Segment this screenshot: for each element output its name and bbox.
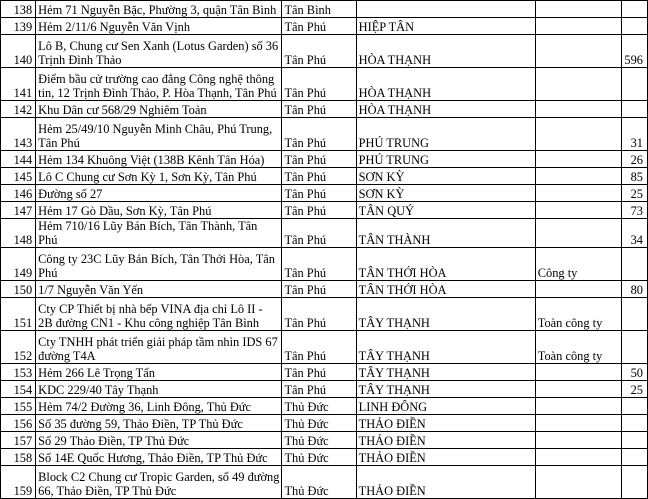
table-row — [1, 68, 648, 101]
table-row — [1, 449, 648, 466]
address-cell: Hẻm 25/49/10 Nguyễn Minh Châu, Phú Trung, Tân Phú — [36, 118, 282, 151]
table-row — [1, 398, 648, 415]
row-number-cell: 157 — [1, 432, 36, 449]
row-number-cell: 144 — [1, 151, 36, 168]
table-row — [1, 185, 648, 202]
table-row — [1, 248, 648, 281]
quantity-cell: 50 — [622, 364, 648, 381]
district-cell: Tân Phú — [282, 331, 356, 364]
ward-cell: TÂN THỚI HÒA — [356, 248, 535, 281]
note-cell: Toàn công ty — [535, 298, 622, 331]
quantity-cell: 34 — [622, 219, 648, 248]
row-number-cell: 152 — [1, 331, 36, 364]
quantity-cell — [622, 101, 648, 118]
quantity-cell: 596 — [622, 35, 648, 68]
row-number-cell: 154 — [1, 381, 36, 398]
table-row — [1, 101, 648, 118]
row-number-cell: 158 — [1, 449, 36, 466]
note-cell — [535, 202, 622, 219]
row-number-cell: 151 — [1, 298, 36, 331]
address-cell: Block C2 Chung cư Tropic Garden, số 49 đường 66, Thảo Điền, TP Thủ Đức — [36, 466, 282, 499]
table-row — [1, 298, 648, 331]
note-cell — [535, 101, 622, 118]
row-number-cell: 153 — [1, 364, 36, 381]
ward-cell: TÂY THẠNH — [356, 381, 535, 398]
district-cell: Tân Phú — [282, 281, 356, 298]
address-cell: Khu Dân cư 568/29 Nghiêm Toản — [36, 101, 282, 118]
district-cell: Tân Phú — [282, 364, 356, 381]
ward-cell: PHÚ TRUNG — [356, 151, 535, 168]
ward-cell: HÒA THẠNH — [356, 68, 535, 101]
district-cell: Tân Phú — [282, 219, 356, 248]
ward-cell: TÂY THẠNH — [356, 298, 535, 331]
district-cell: Thủ Đức — [282, 432, 356, 449]
row-number-cell: 156 — [1, 415, 36, 432]
district-cell: Thủ Đức — [282, 415, 356, 432]
address-cell: Số 35 đường 59, Thảo Điền, TP Thủ Đức — [36, 415, 282, 432]
ward-cell: SƠN KỲ — [356, 168, 535, 185]
address-cell: Hẻm 17 Gò Dầu, Sơn Kỳ, Tân Phú — [36, 202, 282, 219]
ward-cell: TÂN THỚI HÒA — [356, 281, 535, 298]
ward-cell: LINH ĐÔNG — [356, 398, 535, 415]
table-body — [1, 1, 648, 499]
row-number-cell: 155 — [1, 398, 36, 415]
quantity-cell — [622, 18, 648, 35]
address-cell: Số 14E Quốc Hương, Thảo Điền, TP Thủ Đức — [36, 449, 282, 466]
ward-cell: TÂY THẠNH — [356, 331, 535, 364]
note-cell — [535, 1, 622, 18]
note-cell — [535, 281, 622, 298]
note-cell — [535, 415, 622, 432]
quantity-cell: 25 — [622, 185, 648, 202]
address-cell: Cty TNHH phát triển giải pháp tầm nhìn IDS 67 đường T4A — [36, 331, 282, 364]
quantity-cell — [622, 248, 648, 281]
note-cell — [535, 151, 622, 168]
address-cell: Lô B, Chung cư Sen Xanh (Lotus Garden) số 36 Trịnh Đình Thảo — [36, 35, 282, 68]
row-number-cell: 148 — [1, 219, 36, 248]
note-cell — [535, 449, 622, 466]
quantity-cell: 73 — [622, 202, 648, 219]
ward-cell: HÒA THẠNH — [356, 101, 535, 118]
row-number-cell: 147 — [1, 202, 36, 219]
row-number-cell: 143 — [1, 118, 36, 151]
table-row — [1, 364, 648, 381]
table-row — [1, 1, 648, 18]
district-cell: Tân Phú — [282, 381, 356, 398]
table-row — [1, 151, 648, 168]
address-cell: Hẻm 134 Khuông Việt (138B Kênh Tân Hóa) — [36, 151, 282, 168]
table-row — [1, 35, 648, 68]
note-cell — [535, 364, 622, 381]
table-row — [1, 466, 648, 499]
ward-cell: THẢO ĐIỀN — [356, 415, 535, 432]
address-cell: Hẻm 71 Nguyễn Bặc, Phường 3, quận Tân Bình — [36, 1, 282, 18]
note-cell — [535, 219, 622, 248]
district-cell: Tân Phú — [282, 298, 356, 331]
quantity-cell — [622, 466, 648, 499]
district-cell: Thủ Đức — [282, 398, 356, 415]
quantity-cell — [622, 68, 648, 101]
address-cell: KDC 229/40 Tây Thạnh — [36, 381, 282, 398]
table-row — [1, 202, 648, 219]
ward-cell: THẢO ĐIỀN — [356, 432, 535, 449]
district-cell: Tân Phú — [282, 151, 356, 168]
ward-cell: TÂY THẠNH — [356, 364, 535, 381]
table-row — [1, 381, 648, 398]
address-cell: Đường số 27 — [36, 185, 282, 202]
row-number-cell: 142 — [1, 101, 36, 118]
district-cell: Tân Phú — [282, 35, 356, 68]
address-cell: Hẻm 74/2 Đường 36, Linh Đông, Thủ Đức — [36, 398, 282, 415]
address-cell: Hẻm 2/11/6 Nguyễn Văn Vịnh — [36, 18, 282, 35]
ward-cell: THẢO ĐIỀN — [356, 449, 535, 466]
quantity-cell — [622, 415, 648, 432]
ward-cell: SƠN KỲ — [356, 185, 535, 202]
table-row — [1, 219, 648, 248]
table-row — [1, 118, 648, 151]
district-cell: Tân Phú — [282, 168, 356, 185]
quantity-cell — [622, 1, 648, 18]
ward-cell: HIỆP TÂN — [356, 18, 535, 35]
table-row — [1, 432, 648, 449]
quantity-cell — [622, 449, 648, 466]
quantity-cell: 80 — [622, 281, 648, 298]
ward-cell: PHÚ TRUNG — [356, 118, 535, 151]
row-number-cell: 146 — [1, 185, 36, 202]
table-row — [1, 415, 648, 432]
district-cell: Tân Phú — [282, 202, 356, 219]
quantity-cell — [622, 331, 648, 364]
table-row — [1, 18, 648, 35]
quantity-cell: 26 — [622, 151, 648, 168]
note-cell — [535, 466, 622, 499]
quantity-cell: 31 — [622, 118, 648, 151]
note-cell — [535, 185, 622, 202]
note-cell — [535, 35, 622, 68]
row-number-cell: 139 — [1, 18, 36, 35]
district-cell: Thủ Đức — [282, 449, 356, 466]
row-number-cell: 159 — [1, 466, 36, 499]
quantity-cell — [622, 398, 648, 415]
address-cell: Công ty 23C Lũy Bán Bích, Tân Thới Hòa, Tân Phú — [36, 248, 282, 281]
row-number-cell: 140 — [1, 35, 36, 68]
row-number-cell: 141 — [1, 68, 36, 101]
district-cell: Tân Phú — [282, 18, 356, 35]
note-cell — [535, 398, 622, 415]
address-cell: Hẻm 710/16 Lũy Bán Bích, Tân Thành, Tân Phú — [36, 219, 282, 248]
table-row — [1, 281, 648, 298]
table-row — [1, 331, 648, 364]
district-cell: Tân Phú — [282, 118, 356, 151]
note-cell — [535, 381, 622, 398]
district-cell: Tân Phú — [282, 68, 356, 101]
row-number-cell: 150 — [1, 281, 36, 298]
district-cell: Tân Phú — [282, 185, 356, 202]
ward-cell: TÂN QUÝ — [356, 202, 535, 219]
district-cell: Thủ Đức — [282, 466, 356, 499]
address-cell: 1/7 Nguyễn Văn Yến — [36, 281, 282, 298]
address-cell: Cty CP Thiết bị nhà bếp VINA địa chỉ Lô II - 2B đường CN1 - Khu công nghiệp Tân Bình — [36, 298, 282, 331]
note-cell — [535, 168, 622, 185]
district-cell: Tân Phú — [282, 101, 356, 118]
table-row — [1, 168, 648, 185]
address-cell: Số 29 Thảo Điền, TP Thủ Đức — [36, 432, 282, 449]
note-cell — [535, 68, 622, 101]
district-cell: Tân Bình — [282, 1, 356, 18]
address-cell: Hẻm 266 Lê Trọng Tấn — [36, 364, 282, 381]
row-number-cell: 149 — [1, 248, 36, 281]
note-cell — [535, 18, 622, 35]
ward-cell — [356, 1, 535, 18]
row-number-cell: 138 — [1, 1, 36, 18]
ward-cell: HÒA THẠNH — [356, 35, 535, 68]
quantity-cell — [622, 298, 648, 331]
note-cell — [535, 118, 622, 151]
note-cell: Công ty — [535, 248, 622, 281]
district-cell: Tân Phú — [282, 248, 356, 281]
quantity-cell: 85 — [622, 168, 648, 185]
quantity-cell: 25 — [622, 381, 648, 398]
address-cell: Điểm bầu cử trường cao đẳng Công nghệ thông tin, 12 Trịnh Đình Thảo, P. Hòa Thạnh, Tân Phú — [36, 68, 282, 101]
note-cell: Toàn công ty — [535, 331, 622, 364]
note-cell — [535, 432, 622, 449]
quantity-cell — [622, 432, 648, 449]
ward-cell: TÂN THÀNH — [356, 219, 535, 248]
ward-cell: THẢO ĐIỀN — [356, 466, 535, 499]
row-number-cell: 145 — [1, 168, 36, 185]
address-cell: Lô C Chung cư Sơn Kỳ 1, Sơn Kỳ, Tân Phú — [36, 168, 282, 185]
